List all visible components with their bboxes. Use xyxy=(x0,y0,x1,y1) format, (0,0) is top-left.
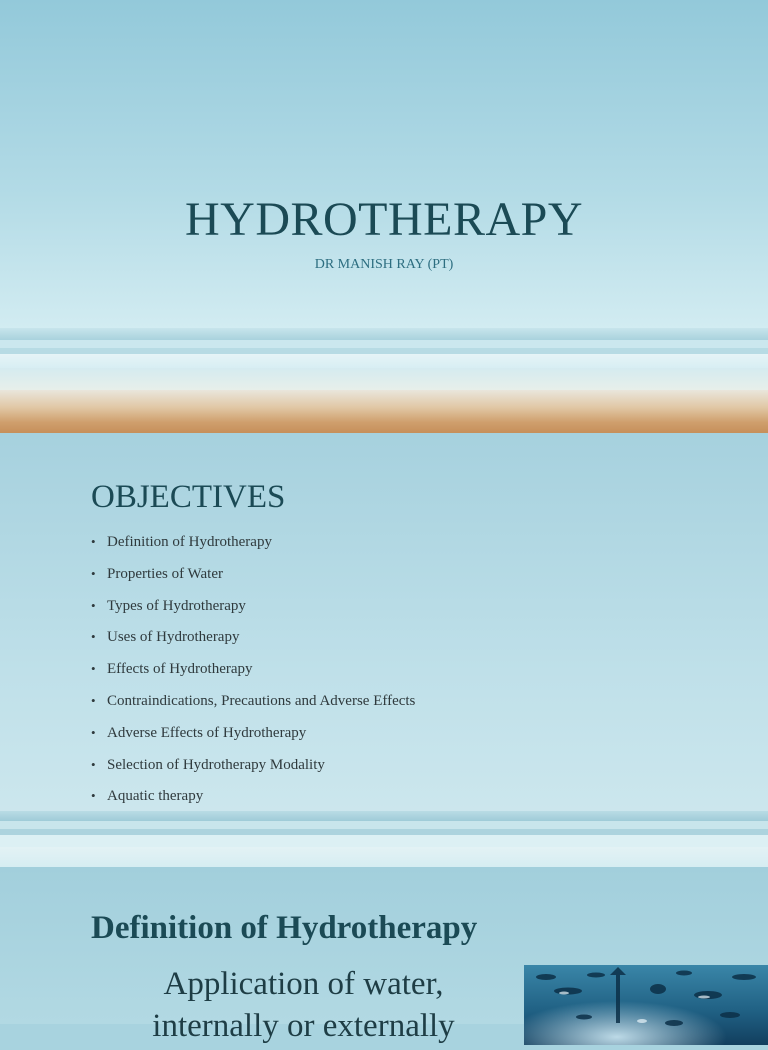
wave-stripe xyxy=(0,847,768,867)
list-item-label: Types of Hydrotherapy xyxy=(107,597,246,614)
bullet-icon: • xyxy=(91,534,96,549)
wave-stripe xyxy=(0,354,768,368)
bullet-icon: • xyxy=(91,788,96,804)
wave-stripe xyxy=(0,340,768,348)
list-item xyxy=(91,723,415,755)
bullet-icon: • xyxy=(91,661,96,677)
list-item xyxy=(91,659,415,691)
bullet-icon: • xyxy=(91,724,96,740)
list-item-label: Contraindications, Precautions and Adverse Effects xyxy=(107,692,416,709)
list-item xyxy=(91,755,415,787)
list-item xyxy=(91,627,415,659)
definition-slide xyxy=(0,867,768,1044)
definition-text-line: Application of water, xyxy=(163,966,444,1002)
list-item-label: Uses of Hydrotherapy xyxy=(107,629,240,646)
wave-stripe xyxy=(0,821,768,829)
objectives-slide xyxy=(0,433,768,867)
bullet-icon: • xyxy=(91,692,96,708)
list-item-label: Effects of Hydrotherapy xyxy=(107,661,253,678)
bullet-icon: • xyxy=(91,565,96,581)
list-item-label: Selection of Hydrotherapy Modality xyxy=(107,756,325,773)
list-item-label: Definition of Hydrotherapy xyxy=(107,534,272,550)
sand-band xyxy=(0,390,768,433)
definition-text-line: internally or externally xyxy=(152,1008,455,1044)
presentation-author: DR MANISH RAY (PT) xyxy=(314,257,454,272)
wave-stripe xyxy=(0,835,768,847)
wave-stripe xyxy=(0,368,768,390)
list-item-label: Adverse Effects of Hydrotherapy xyxy=(107,724,307,741)
bullet-icon: • xyxy=(91,629,96,645)
underwater-swimmers-image xyxy=(524,965,768,1045)
list-item-label: Properties of Water xyxy=(107,565,223,582)
list-item xyxy=(91,596,415,628)
objectives-list xyxy=(91,532,415,818)
wave-stripe xyxy=(0,328,768,340)
presentation-title: HYDROTHERAPY xyxy=(184,193,583,246)
objectives-heading: OBJECTIVES xyxy=(91,479,286,515)
list-item xyxy=(91,564,415,596)
definition-heading: Definition of Hydrotherapy xyxy=(91,910,478,946)
wave-stripe xyxy=(0,811,768,821)
list-item xyxy=(91,532,415,564)
list-item xyxy=(91,691,415,723)
title-slide xyxy=(0,0,768,433)
bullet-icon: • xyxy=(91,756,96,772)
list-item-label: Aquatic therapy xyxy=(107,788,204,805)
bullet-icon: • xyxy=(91,597,96,613)
